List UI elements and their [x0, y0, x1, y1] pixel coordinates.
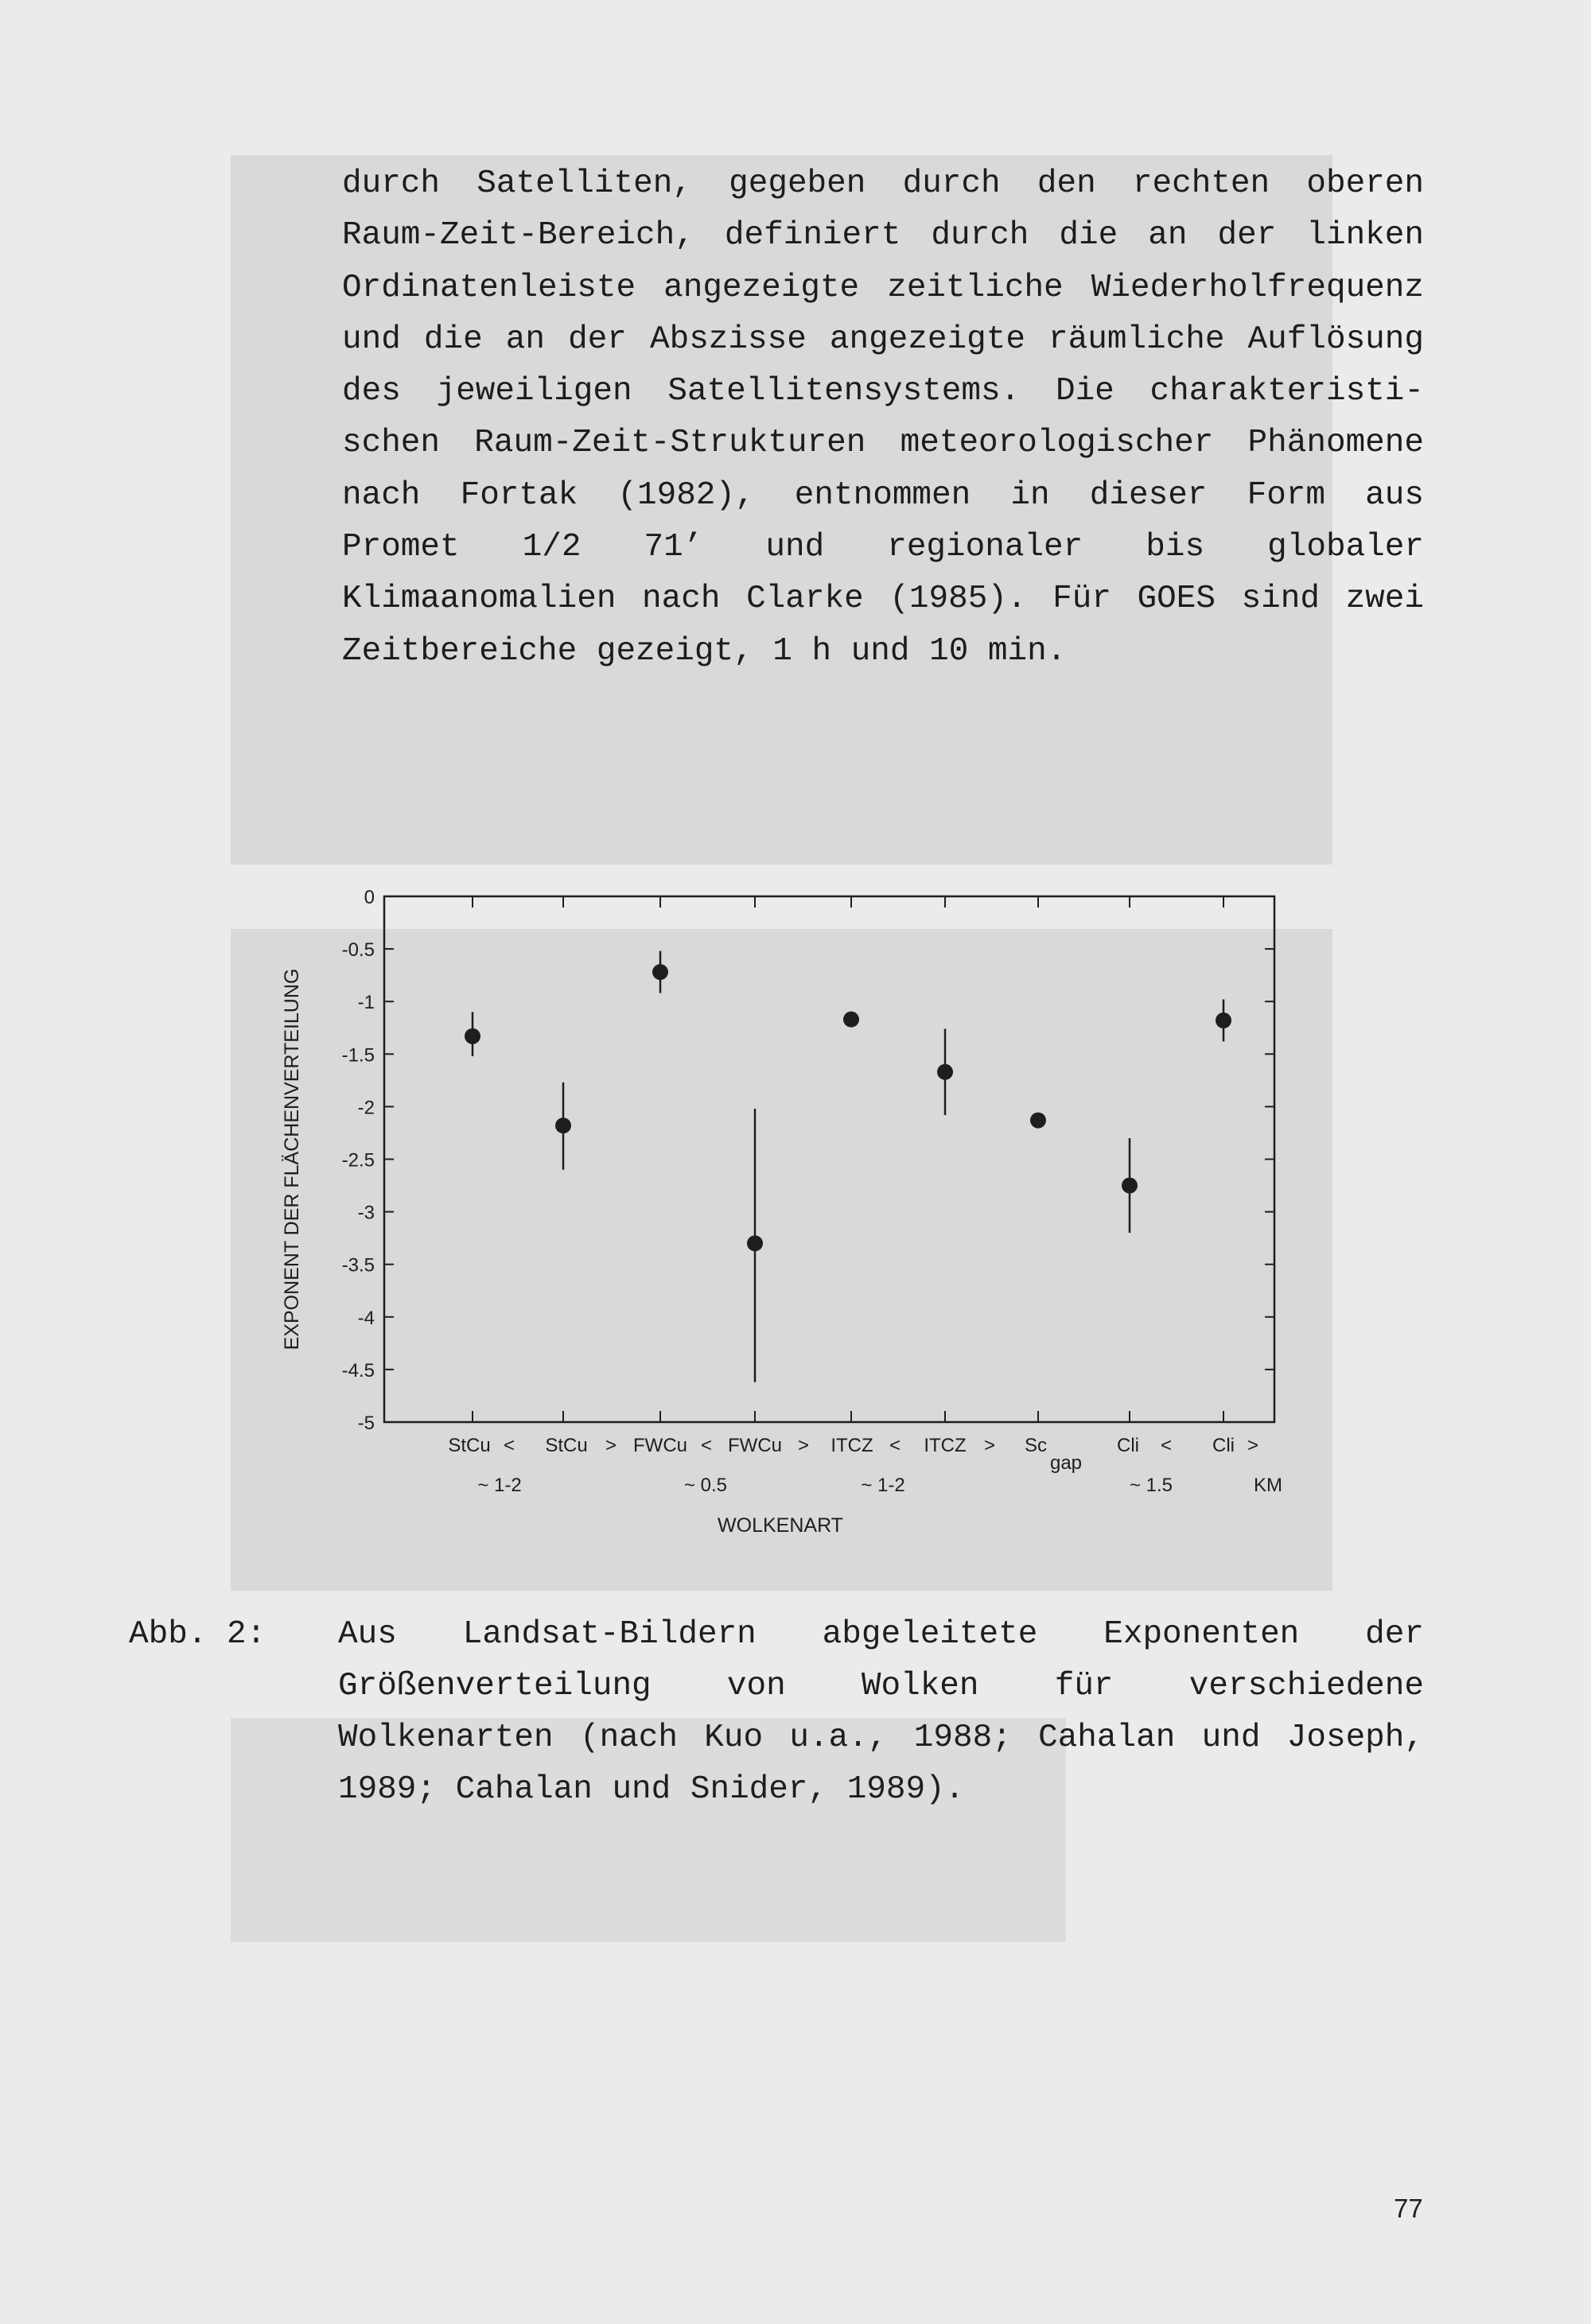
paragraph-line: durch Satelliten, gegeben durch den rechten oberen	[342, 165, 1424, 202]
category-label: StCu	[545, 1435, 588, 1456]
y-tick-label: -0.5	[341, 939, 375, 962]
size-annotation: ~ 0.5	[683, 1475, 728, 1496]
size-annotation: ~ 1-2	[861, 1475, 905, 1496]
category-label: >	[797, 1435, 810, 1456]
category-sublabel: gap	[1049, 1452, 1083, 1474]
category-label: FWCu	[633, 1435, 687, 1456]
y-tick-label: -3	[357, 1202, 375, 1224]
paragraph-line: schen Raum-Zeit-Strukturen meteorologischer Phänomene	[342, 425, 1424, 462]
category-label: ITCZ	[831, 1435, 873, 1456]
category-label: >	[605, 1435, 617, 1456]
y-tick-label: -1	[357, 992, 375, 1014]
figure-label: Abb. 2:	[129, 1616, 266, 1653]
chart-layer	[281, 887, 1282, 1537]
data-point	[1122, 1178, 1138, 1194]
y-tick-label: -1.5	[341, 1044, 375, 1067]
data-point	[843, 1012, 859, 1028]
y-tick-label: -2	[357, 1097, 375, 1119]
data-point	[1216, 1012, 1231, 1028]
size-annotation: ~ 1.5	[1129, 1475, 1173, 1496]
data-point	[937, 1064, 953, 1080]
paragraph-line: nach Fortak (1982), entnommen in dieser Form aus	[342, 476, 1424, 514]
caption-line: 1989; Cahalan und Snider, 1989).	[338, 1771, 965, 1808]
category-label: >	[983, 1435, 996, 1456]
category-label: Cli	[1117, 1435, 1139, 1456]
category-label: ITCZ	[924, 1435, 967, 1456]
data-point	[652, 964, 668, 980]
y-tick-label: -4.5	[341, 1359, 375, 1382]
paragraph-line: Zeitbereiche gezeigt, 1 h und 10 min.	[342, 632, 1067, 670]
y-tick-label: -3.5	[341, 1254, 375, 1277]
size-annotation: ~ 1-2	[477, 1475, 522, 1496]
paragraph-line: Ordinatenleiste angezeigte zeitliche Wiederholfrequenz	[342, 269, 1424, 306]
y-tick-label: -2.5	[341, 1149, 375, 1172]
category-label: FWCu	[728, 1435, 782, 1456]
caption-line: Wolkenarten (nach Kuo u.a., 1988; Cahalan und Joseph,	[338, 1720, 1424, 1756]
data-point	[747, 1235, 763, 1251]
paragraph-line: Promet 1/2 71’ und regionaler bis globaler	[342, 529, 1424, 566]
category-label: <	[503, 1435, 515, 1456]
paragraph-line: Klimaanomalien nach Clarke (1985). Für GOES sind zwei	[342, 581, 1424, 618]
caption-line: Größenverteilung von Wolken für verschiedene	[338, 1668, 1424, 1704]
caption-line: Aus Landsat-Bildern abgeleitete Exponenten der	[338, 1616, 1424, 1653]
paragraph-line: des jeweiligen Satellitensystems. Die charakteristi-	[342, 373, 1424, 410]
y-tick-label: 0	[364, 887, 375, 908]
category-label: StCu	[448, 1435, 491, 1456]
category-label: <	[1160, 1435, 1173, 1456]
category-label: <	[700, 1435, 713, 1456]
paragraph-line: und die an der Abszisse angezeigte räumliche Auflösung	[342, 321, 1424, 358]
data-point	[465, 1028, 480, 1044]
category-label: Sc	[1024, 1435, 1048, 1456]
category-label: Cli	[1212, 1435, 1235, 1456]
category-label: <	[889, 1435, 901, 1456]
plot-frame	[384, 896, 1274, 1422]
y-tick-label: -5	[357, 1413, 375, 1434]
data-point	[555, 1117, 571, 1133]
paragraph-line: Raum-Zeit-Bereich, definiert durch die an der linken	[342, 217, 1424, 255]
y-tick-label: -4	[357, 1307, 375, 1329]
category-label: >	[1247, 1435, 1259, 1456]
y-axis-label: EXPONENT DER FLÄCHENVERTEILUNG	[281, 968, 303, 1350]
size-annotation: KM	[1254, 1475, 1282, 1496]
figure-caption	[338, 1609, 1424, 1816]
data-point	[1030, 1113, 1046, 1129]
x-axis-label: WOLKENART	[718, 1514, 843, 1537]
page-number: 77	[1394, 2194, 1423, 2223]
